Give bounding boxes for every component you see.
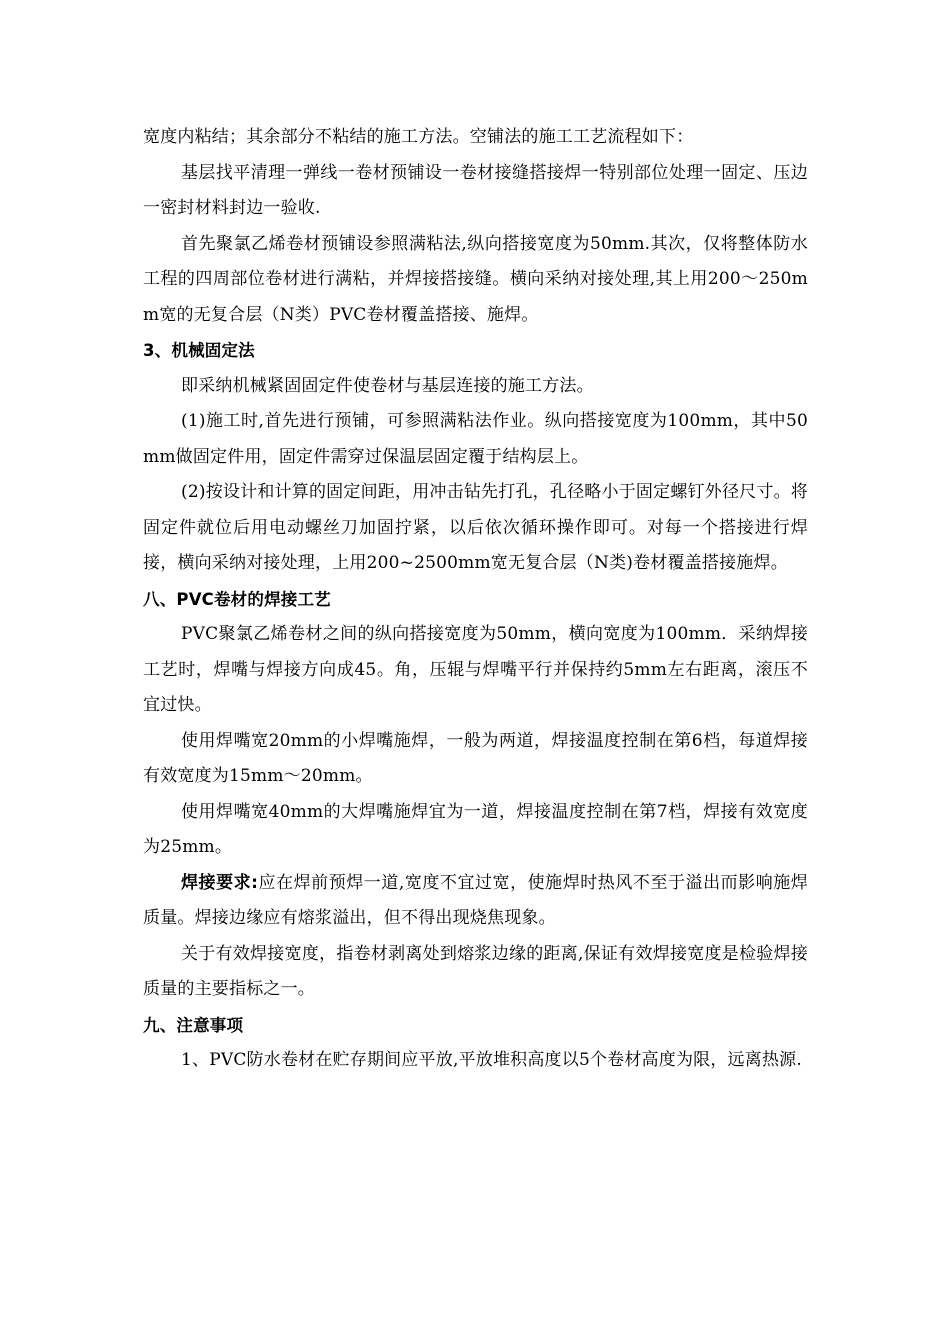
paragraph-continuation: 宽度内粘结；其余部分不粘结的施工方法。空铺法的施工工艺流程如下： [143,127,694,147]
paragraph-large-nozzle: 使用焊嘴宽40mm的大焊嘴施焊宜为一道，焊接温度控制在第7档，焊接有效宽度为25mm。 [143,801,808,857]
paragraph-process-flow: 基层找平清理一弹线一卷材预铺设一卷材接缝搭接焊一特别部位处理一固定、压边一密封材料封边一验收. [143,162,808,218]
paragraph-step-2: (2)按设计和计算的固定间距，用冲击钻先打孔，孔径略小于固定螺钉外径尺寸。将固定件就位后用电动螺丝刀加固拧紧，以后依次循环操作即可。对每一个搭接进行焊接，横向采纳对接处理，上用200~2500mm宽无复合层（N类)卷材覆盖搭接施焊。 [143,482,808,573]
paragraph-small-nozzle: 使用焊嘴宽20mm的小焊嘴施焊，一般为两道，焊接温度控制在第6档，每道焊接有效宽度为15mm～20mm。 [143,730,808,786]
heading-welding-process: 八、PVC卷材的焊接工艺 [143,589,331,609]
paragraph-lap-width: PVC聚氯乙烯卷材之间的纵向搭接宽度为50mm，横向宽度为100mm．采纳焊接工艺时，焊嘴与焊接方向成45。角，压辊与焊嘴平行并保持约5mm左右距离，滚压不宜过快。 [143,624,808,715]
document-body [143,120,808,1079]
heading-mechanical-fixing: 3、机械固定法 [143,341,255,360]
welding-requirements-text: 应在焊前预焊一道,宽度不宜过宽，使施焊时热风不至于溢出而影响施焊质量。焊接边缘应有熔浆溢出，但不得出现烧焦现象。 [143,872,808,928]
paragraph-step-1: (1)施工时,首先进行预铺，可参照满粘法作业。纵向搭接宽度为100mm，其中50mm做固定件用，固定件需穿过保温层固定覆于结构层上。 [143,411,808,467]
paragraph-mechanical-definition: 即采纳机械紧固固定件使卷材与基层连接的施工方法。 [181,375,594,396]
heading-precautions: 九、注意事项 [143,1015,244,1035]
paragraph-effective-width: 关于有效焊接宽度，指卷材剥离处到熔浆边缘的距离,保证有效焊接宽度是检验焊接质量的主要指标之一。 [143,943,808,999]
paragraph-welding-requirements [143,866,808,937]
paragraph-pre-laying: 首先聚氯乙烯卷材预铺设参照满粘法,纵向搭接宽度为50mm.其次，仅将整体防水工程的四周部位卷材进行满粘，并焊接搭接缝。横向采纳对接处理,其上用200～250mm宽的无复合层（N类）PVC卷材覆盖搭接、施焊。 [143,233,808,325]
paragraph-storage: 1、PVC防水卷材在贮存期间应平放,平放堆积高度以5个卷材高度为限，远离热源. [181,1050,802,1070]
welding-requirements-label: 焊接要求: [181,872,259,893]
